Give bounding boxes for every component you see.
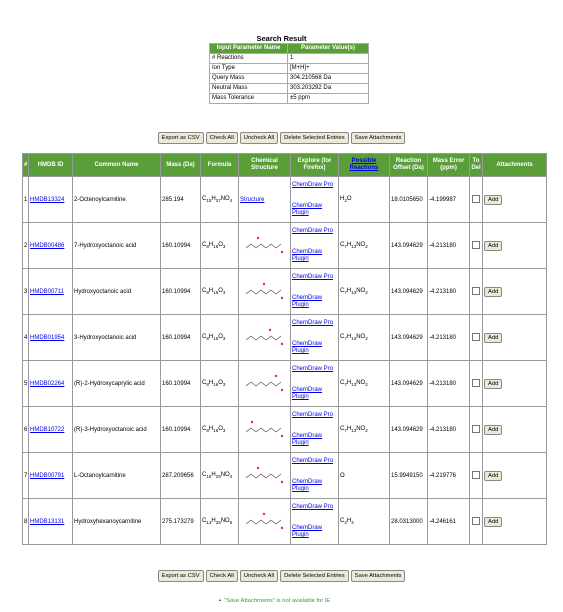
hmdb-id-link[interactable]: HMDB00711 bbox=[30, 288, 64, 295]
structure-link[interactable]: Structure bbox=[240, 196, 265, 203]
delete-selected-button[interactable]: Delete Selected Entries bbox=[280, 132, 349, 144]
bullet-icon: • bbox=[219, 598, 222, 604]
delete-cell bbox=[470, 223, 483, 269]
summary-row bbox=[210, 94, 369, 104]
common-name: (R)-2-Hydroxycaprylic acid bbox=[73, 361, 161, 407]
mass-value: 160.10994 bbox=[161, 315, 201, 361]
formula-cell: $C_{15}H_{27}NO_4$ bbox=[201, 177, 239, 223]
common-name: Hydroxyhexanoycarnitine bbox=[73, 499, 161, 545]
table-row bbox=[23, 361, 547, 407]
param-value: [M+H]+ bbox=[288, 64, 369, 74]
summary-title: Search Result bbox=[256, 34, 307, 43]
chemical-structure-image bbox=[242, 277, 288, 307]
chemdraw-pro-link[interactable]: ChemDraw Pro bbox=[292, 274, 334, 280]
explore-cell bbox=[291, 177, 339, 223]
add-attachment-button[interactable]: Add bbox=[484, 241, 502, 251]
results-table bbox=[22, 153, 547, 545]
spacer bbox=[292, 327, 337, 341]
reaction-offset: 143.094629 bbox=[390, 315, 428, 361]
delete-cell bbox=[470, 453, 483, 499]
structure-cell bbox=[239, 177, 291, 223]
delete-cell bbox=[470, 315, 483, 361]
delete-cell bbox=[470, 269, 483, 315]
hmdb-id-cell bbox=[29, 453, 73, 499]
add-attachment-button[interactable]: Add bbox=[484, 425, 502, 435]
mass-value: 285.194 bbox=[161, 177, 201, 223]
chemdraw-plugin-link[interactable]: ChemDraw Plugin bbox=[292, 525, 323, 538]
header-reactions bbox=[339, 154, 390, 177]
hmdb-id-cell bbox=[29, 269, 73, 315]
attachments-cell bbox=[483, 499, 547, 545]
param-name: Query Mass bbox=[210, 74, 288, 84]
reaction-cell: $C_7H_{13}NO_2$ bbox=[339, 407, 390, 453]
structure-cell bbox=[239, 223, 291, 269]
uncheck-all-button[interactable]: Uncheck All bbox=[240, 132, 278, 144]
attachments-cell bbox=[483, 407, 547, 453]
chemical-structure-image bbox=[242, 415, 288, 445]
add-attachment-button[interactable]: Add bbox=[484, 195, 502, 205]
summary-row bbox=[210, 64, 369, 74]
hmdb-id-link[interactable]: HMDB00486 bbox=[30, 242, 65, 249]
header-attachments: Attachments bbox=[483, 154, 547, 177]
header-num: # bbox=[23, 154, 29, 177]
header-structure: Chemical Structure bbox=[239, 154, 291, 177]
table-row bbox=[23, 499, 547, 545]
hmdb-id-link[interactable]: HMDB13131 bbox=[30, 518, 65, 525]
row-number: 8 bbox=[23, 499, 29, 545]
hmdb-id-link[interactable]: HMDB01954 bbox=[30, 334, 65, 341]
common-name: 7-Hydroxyoctanoic acid bbox=[73, 223, 161, 269]
row-number: 3 bbox=[23, 269, 29, 315]
formula-cell: $C_8H_{16}O_3$ bbox=[201, 361, 239, 407]
reaction-cell: $C_7H_{13}NO_2$ bbox=[339, 315, 390, 361]
table-row bbox=[23, 223, 547, 269]
add-attachment-button[interactable]: Add bbox=[484, 517, 502, 527]
common-name: L-Octanoylcarnitine bbox=[73, 453, 161, 499]
chemical-structure-image bbox=[242, 231, 288, 261]
chemdraw-pro-link[interactable]: ChemDraw Pro bbox=[292, 412, 334, 418]
mass-value: 160.10994 bbox=[161, 223, 201, 269]
ie-note bbox=[219, 598, 330, 604]
chemical-structure-image bbox=[242, 507, 288, 537]
hmdb-id-link[interactable]: HMDB10722 bbox=[30, 426, 65, 433]
table-row bbox=[23, 453, 547, 499]
common-name: (R)-3-Hydroxyoctanoic acid bbox=[73, 407, 161, 453]
mass-error: -4.246161 bbox=[428, 499, 470, 545]
explore-cell bbox=[291, 361, 339, 407]
formula-cell: $C_{15}H_{29}NO_4$ bbox=[201, 453, 239, 499]
explore-cell bbox=[291, 453, 339, 499]
delete-cell bbox=[470, 499, 483, 545]
check-all-button[interactable]: Check All bbox=[206, 570, 238, 582]
mass-value: 160.10994 bbox=[161, 361, 201, 407]
summary-row bbox=[210, 74, 369, 84]
chemdraw-pro-link[interactable]: ChemDraw Pro bbox=[292, 366, 334, 372]
chemdraw-pro-link[interactable]: ChemDraw Pro bbox=[292, 458, 334, 464]
export-csv-button[interactable]: Export as CSV bbox=[158, 132, 204, 144]
reaction-cell: $C_7H_{13}NO_2$ bbox=[339, 361, 390, 407]
spacer bbox=[292, 373, 337, 387]
attachments-cell bbox=[483, 177, 547, 223]
chemdraw-plugin-link[interactable]: ChemDraw Plugin bbox=[292, 341, 323, 354]
mass-error: -4.219776 bbox=[428, 453, 470, 499]
mass-value: 160.10994 bbox=[161, 407, 201, 453]
structure-cell bbox=[239, 361, 291, 407]
reaction-offset: 18.0105650 bbox=[390, 177, 428, 223]
delete-checkbox[interactable] bbox=[472, 379, 480, 387]
row-number: 1 bbox=[23, 177, 29, 223]
formula-cell: $C_8H_{16}O_3$ bbox=[201, 269, 239, 315]
param-value: 304.210568 Da bbox=[288, 74, 369, 84]
chemdraw-plugin-link[interactable]: ChemDraw Plugin bbox=[292, 387, 323, 400]
formula-cell: $C_8H_{16}O_3$ bbox=[201, 315, 239, 361]
add-attachment-button[interactable]: Add bbox=[484, 471, 502, 481]
delete-cell bbox=[470, 407, 483, 453]
param-value: 1 bbox=[288, 54, 369, 64]
table-row bbox=[23, 315, 547, 361]
param-value: 303.203292 Da bbox=[288, 84, 369, 94]
spacer bbox=[292, 465, 337, 479]
row-number: 6 bbox=[23, 407, 29, 453]
spacer bbox=[292, 511, 337, 525]
chemdraw-plugin-link[interactable]: ChemDraw Plugin bbox=[292, 433, 323, 446]
explore-cell bbox=[291, 223, 339, 269]
formula-cell: $C_8H_{16}O_3$ bbox=[201, 407, 239, 453]
attachments-cell bbox=[483, 315, 547, 361]
header-to-del: To Del bbox=[470, 154, 483, 177]
summary-row bbox=[210, 54, 369, 64]
param-name: # Reactions bbox=[210, 54, 288, 64]
explore-cell bbox=[291, 315, 339, 361]
mass-error: -4.213180 bbox=[428, 223, 470, 269]
note-text: "Save Attachments" is not available for IE bbox=[224, 598, 331, 604]
mass-error: -4.213180 bbox=[428, 361, 470, 407]
reaction-cell: $C_7H_{13}NO_2$ bbox=[339, 223, 390, 269]
hmdb-id-cell bbox=[29, 315, 73, 361]
toolbar-top bbox=[0, 132, 563, 144]
header-explore: Explore (for Firefox) bbox=[291, 154, 339, 177]
header-mass: Mass (Da) bbox=[161, 154, 201, 177]
toolbar-bottom bbox=[0, 570, 563, 582]
param-name: Mass Tolerance bbox=[210, 94, 288, 104]
delete-selected-button[interactable]: Delete Selected Entries bbox=[280, 570, 349, 582]
table-row bbox=[23, 269, 547, 315]
delete-checkbox[interactable] bbox=[472, 333, 480, 341]
summary-table bbox=[209, 43, 369, 104]
reaction-offset: 15.9949150 bbox=[390, 453, 428, 499]
structure-cell bbox=[239, 315, 291, 361]
hmdb-id-cell bbox=[29, 407, 73, 453]
explore-cell bbox=[291, 499, 339, 545]
chemdraw-pro-link[interactable]: ChemDraw Pro bbox=[292, 182, 334, 188]
attachments-cell bbox=[483, 269, 547, 315]
chemical-structure-image bbox=[242, 461, 288, 491]
chemdraw-plugin-link[interactable]: ChemDraw Plugin bbox=[292, 249, 323, 262]
reaction-offset: 143.094629 bbox=[390, 407, 428, 453]
chemdraw-pro-link[interactable]: ChemDraw Pro bbox=[292, 320, 334, 326]
hmdb-id-link[interactable]: HMDB00791 bbox=[30, 472, 65, 479]
formula-cell: $C_{13}H_{25}NO_5$ bbox=[201, 499, 239, 545]
mass-error: -4.213180 bbox=[428, 315, 470, 361]
table-row bbox=[23, 177, 547, 223]
row-number: 5 bbox=[23, 361, 29, 407]
hmdb-id-cell bbox=[29, 361, 73, 407]
row-number: 7 bbox=[23, 453, 29, 499]
summary-header-value: Parameter Value(s) bbox=[288, 44, 369, 54]
reaction-offset: 28.0313000 bbox=[390, 499, 428, 545]
header-offset: Reaction Offset (Da) bbox=[390, 154, 428, 177]
structure-cell bbox=[239, 453, 291, 499]
possible-reactions-link[interactable]: Possible Reactions bbox=[349, 158, 379, 171]
summary-row bbox=[210, 84, 369, 94]
attachments-cell bbox=[483, 361, 547, 407]
save-attachments-button[interactable]: Save Attachments bbox=[351, 570, 406, 582]
chemical-structure-image bbox=[242, 323, 288, 353]
reaction-cell: O bbox=[339, 453, 390, 499]
common-name: 3-Hydroxyoctanoic acid bbox=[73, 315, 161, 361]
results-header-row bbox=[23, 154, 547, 177]
add-attachment-button[interactable]: Add bbox=[484, 379, 502, 389]
hmdb-id-link[interactable]: HMDB02264 bbox=[30, 380, 65, 387]
formula-cell: $C_8H_{16}O_3$ bbox=[201, 223, 239, 269]
chemdraw-plugin-link[interactable]: ChemDraw Plugin bbox=[292, 295, 323, 308]
row-number: 2 bbox=[23, 223, 29, 269]
param-name: Neutral Mass bbox=[210, 84, 288, 94]
delete-checkbox[interactable] bbox=[472, 241, 480, 249]
delete-checkbox[interactable] bbox=[472, 425, 480, 433]
mass-value: 275.173279 bbox=[161, 499, 201, 545]
reaction-cell: $C_2H_4$ bbox=[339, 499, 390, 545]
structure-cell bbox=[239, 269, 291, 315]
check-all-button[interactable]: Check All bbox=[206, 132, 238, 144]
delete-cell bbox=[470, 361, 483, 407]
explore-cell bbox=[291, 269, 339, 315]
table-row bbox=[23, 407, 547, 453]
structure-cell bbox=[239, 499, 291, 545]
mass-value: 287.209656 bbox=[161, 453, 201, 499]
spacer bbox=[292, 281, 337, 295]
common-name: Hydroxyoctanoic acid bbox=[73, 269, 161, 315]
mass-value: 160.10994 bbox=[161, 269, 201, 315]
hmdb-id-cell bbox=[29, 499, 73, 545]
reaction-offset: 143.094629 bbox=[390, 269, 428, 315]
mass-error: -4.213180 bbox=[428, 269, 470, 315]
chemdraw-pro-link[interactable]: ChemDraw Pro bbox=[292, 228, 334, 234]
delete-cell bbox=[470, 177, 483, 223]
hmdb-id-link[interactable]: HMDB13324 bbox=[30, 196, 65, 203]
param-value: ±5 ppm bbox=[288, 94, 369, 104]
attachments-cell bbox=[483, 453, 547, 499]
reaction-offset: 143.094629 bbox=[390, 223, 428, 269]
header-formula: Formula bbox=[201, 154, 239, 177]
spacer bbox=[292, 419, 337, 433]
explore-cell bbox=[291, 407, 339, 453]
add-attachment-button[interactable]: Add bbox=[484, 333, 502, 343]
reaction-offset: 143.094629 bbox=[390, 361, 428, 407]
header-mass-error: Mass Error (ppm) bbox=[428, 154, 470, 177]
reaction-cell: $H_2O$ bbox=[339, 177, 390, 223]
delete-checkbox[interactable] bbox=[472, 287, 480, 295]
chemdraw-pro-link[interactable]: ChemDraw Pro bbox=[292, 504, 334, 510]
spacer bbox=[292, 189, 337, 203]
delete-checkbox[interactable] bbox=[472, 517, 480, 525]
save-attachments-button[interactable]: Save Attachments bbox=[351, 132, 406, 144]
add-attachment-button[interactable]: Add bbox=[484, 287, 502, 297]
header-common-name: Common Name bbox=[73, 154, 161, 177]
structure-cell bbox=[239, 407, 291, 453]
attachments-cell bbox=[483, 223, 547, 269]
param-name: Ion Type bbox=[210, 64, 288, 74]
hmdb-id-cell bbox=[29, 223, 73, 269]
header-hmdb-id: HMDB ID bbox=[29, 154, 73, 177]
chemdraw-plugin-link[interactable]: ChemDraw Plugin bbox=[292, 479, 323, 492]
row-number: 4 bbox=[23, 315, 29, 361]
reaction-cell: $C_7H_{13}NO_2$ bbox=[339, 269, 390, 315]
uncheck-all-button[interactable]: Uncheck All bbox=[240, 570, 278, 582]
common-name: 2-Octenoylcarnitine bbox=[73, 177, 161, 223]
delete-checkbox[interactable] bbox=[472, 471, 480, 479]
export-csv-button[interactable]: Export as CSV bbox=[158, 570, 204, 582]
hmdb-id-cell bbox=[29, 177, 73, 223]
chemdraw-plugin-link[interactable]: ChemDraw Plugin bbox=[292, 203, 323, 216]
spacer bbox=[292, 235, 337, 249]
delete-checkbox[interactable] bbox=[472, 195, 480, 203]
summary-header-name: Input Parameter Name bbox=[210, 44, 288, 54]
mass-error: -4.199987 bbox=[428, 177, 470, 223]
chemical-structure-image bbox=[242, 369, 288, 399]
mass-error: -4.213180 bbox=[428, 407, 470, 453]
